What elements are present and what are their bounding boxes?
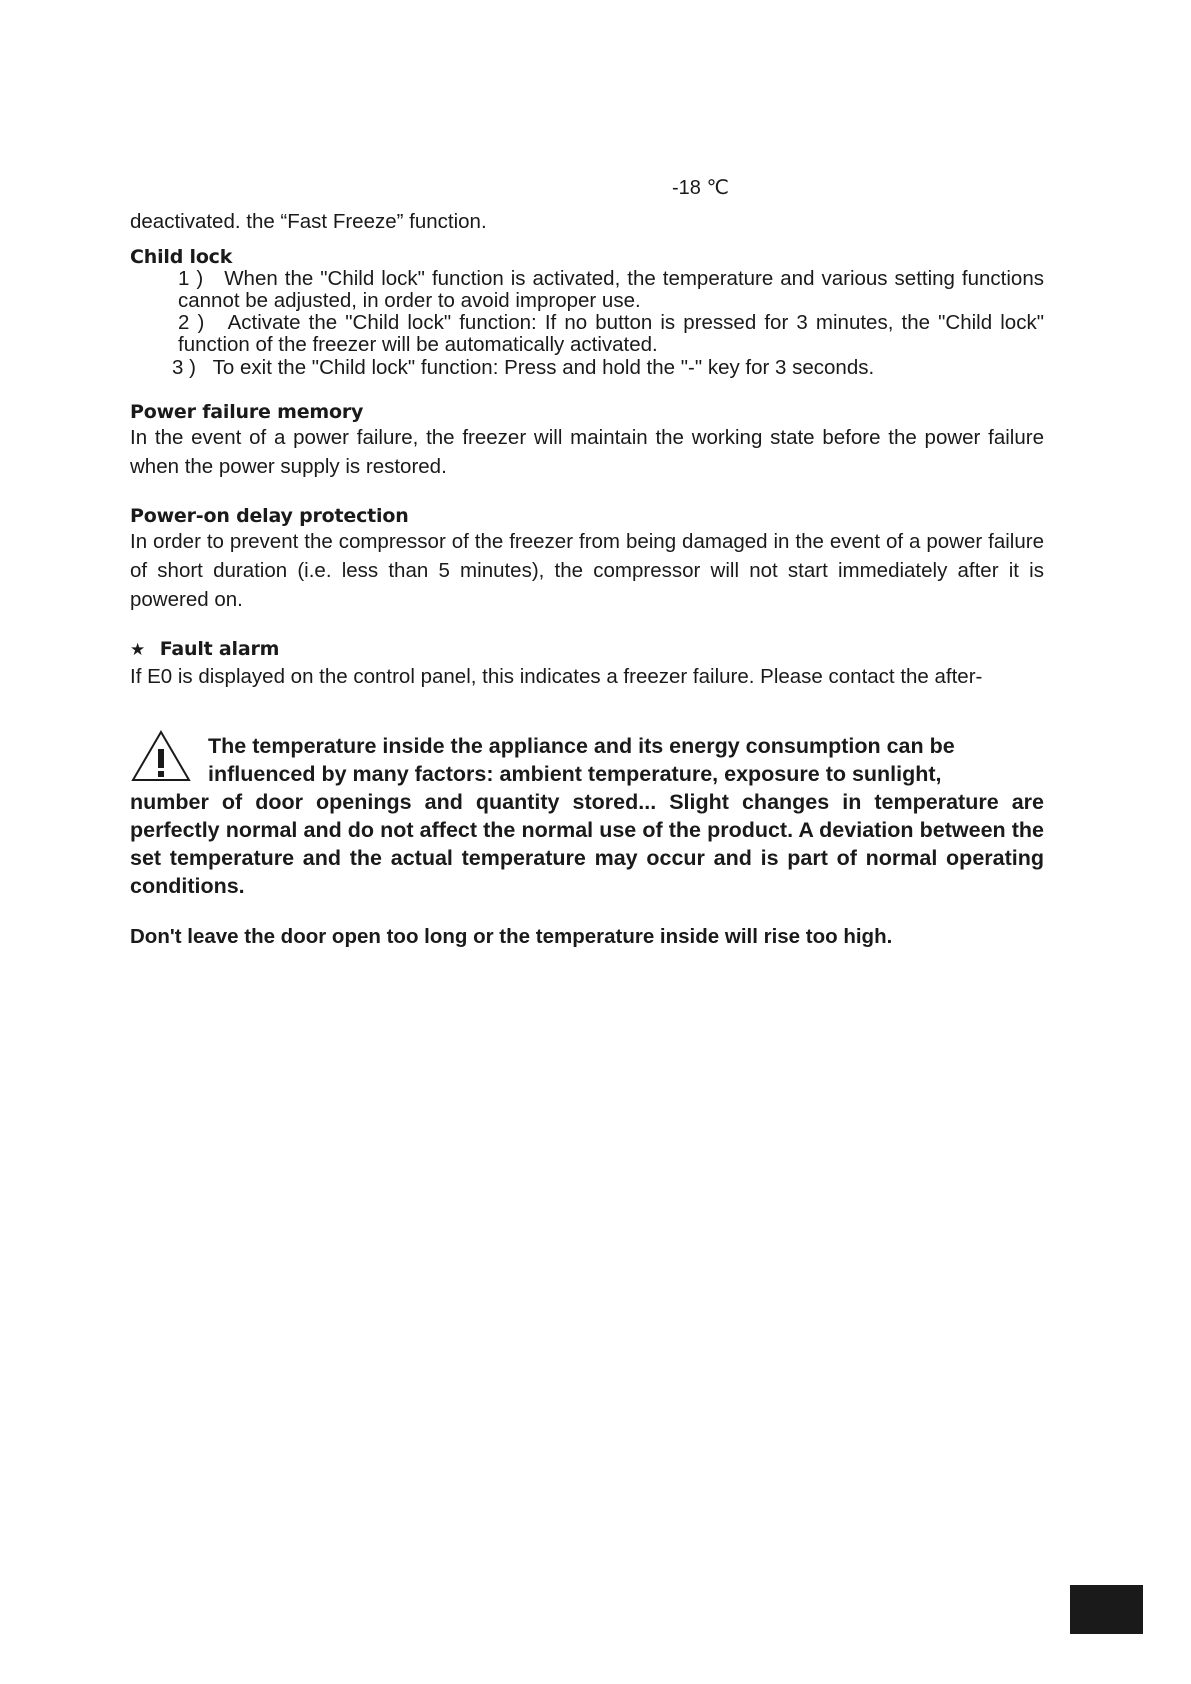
page-tab-marker — [1070, 1585, 1143, 1634]
list-marker: 3 ) — [172, 356, 196, 379]
child-lock-item-3 — [172, 357, 1052, 379]
child-lock-heading: Child lock — [130, 246, 233, 268]
temperature-display: -18 ℃ — [672, 177, 729, 199]
star-icon: ★ — [130, 640, 146, 660]
door-note: Don't leave the door open too long or the temperature inside will rise too high. — [130, 925, 893, 948]
child-lock-item-2 — [178, 312, 1044, 356]
power-failure-text: In the event of a power failure, the freezer will maintain the working state before the power failure when the power supply is restored. — [130, 426, 1044, 478]
power-on-delay-heading: Power-on delay protection — [130, 505, 409, 527]
warning-triangle-icon — [130, 729, 192, 783]
list-marker: 1 ) — [178, 267, 204, 290]
fault-alarm-text: If E0 is displayed on the control panel, this indicates a freezer failure. Please contact the after- — [130, 665, 983, 688]
fault-alarm-heading: Fault alarm — [159, 638, 280, 660]
list-text: Activate the "Child lock" function: If no button is pressed for 3 minutes, the "Child lock" function of the freezer will be automatically activated. — [178, 311, 1044, 356]
warning-line-2: influenced by many factors: ambient temperature, exposure to sunlight, — [208, 762, 942, 786]
power-on-delay-text: In order to prevent the compressor of the freezer from being damaged in the event of a power failure of short duration (i.e. less than 5 minutes), the compressor will not start immediately after it is powered on. — [130, 530, 1044, 611]
fault-alarm-heading-row — [130, 638, 279, 660]
warning-line-1: The temperature inside the appliance and its energy consumption can be — [208, 734, 955, 758]
child-lock-item-1 — [178, 268, 1044, 312]
intro-line: deactivated. the “Fast Freeze” function. — [130, 210, 487, 233]
list-text: To exit the "Child lock" function: Press and hold the "-" key for 3 seconds. — [212, 356, 875, 379]
power-failure-heading: Power failure memory — [130, 401, 364, 423]
warning-text: number of door openings and quantity stored... Slight changes in temperature are perfectly normal and do not affect the normal use of the product. A deviation between the set temperature and the actual temperature may occur and is part of normal operating conditions. — [130, 790, 1044, 898]
list-marker: 2 ) — [178, 311, 205, 334]
list-text: When the "Child lock" function is activated, the temperature and various setting functions cannot be adjusted, in order to avoid improper use. — [178, 267, 1044, 312]
